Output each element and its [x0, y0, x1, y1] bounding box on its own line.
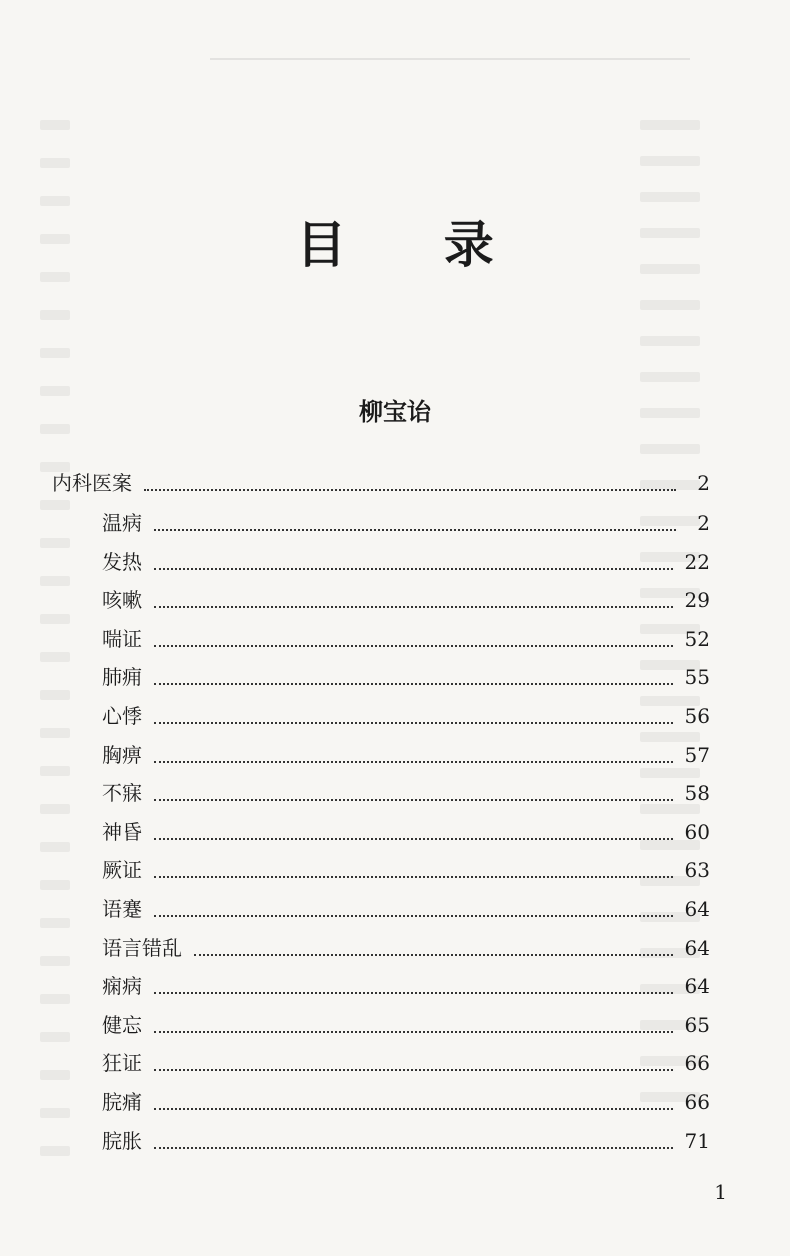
toc-entry-label: 厥证 [102, 858, 142, 882]
toc-entry-row[interactable] [102, 892, 710, 922]
toc-entry-row[interactable] [102, 506, 710, 536]
toc-entry-label: 发热 [102, 550, 142, 574]
bleed-through-mark [40, 652, 70, 662]
toc-entry-label: 神昏 [102, 820, 142, 844]
toc-entry-label: 肺痈 [102, 665, 142, 689]
toc-entry-label: 温病 [102, 511, 142, 535]
bleed-through-mark [40, 1146, 70, 1156]
dot-leader [154, 722, 673, 724]
toc-entry-page: 55 [684, 665, 710, 689]
toc-entry-page: 58 [684, 781, 710, 805]
toc-entry-label: 胸痹 [102, 743, 142, 767]
bleed-through-mark [40, 728, 70, 738]
dot-leader [154, 1147, 673, 1149]
toc-section-label: 内科医案 [52, 471, 132, 495]
toc-entry-page: 64 [684, 974, 710, 998]
bleed-through-mark [40, 310, 70, 320]
bleed-through-mark [40, 804, 70, 814]
bleed-through-mark [640, 156, 700, 166]
toc-entry-label: 脘胀 [102, 1129, 142, 1153]
dot-leader [154, 645, 673, 647]
bleed-through-mark [40, 614, 70, 624]
toc-entry-label: 痫病 [102, 974, 142, 998]
toc-entry-row[interactable] [102, 815, 710, 845]
toc-entry-page: 64 [684, 936, 710, 960]
toc-entry-label: 健忘 [102, 1013, 142, 1037]
bleed-through-mark [40, 120, 70, 130]
dot-leader [154, 876, 673, 878]
toc-entry-page: 56 [684, 704, 710, 728]
dot-leader [154, 761, 673, 763]
dot-leader [154, 606, 673, 608]
toc-entry-row[interactable] [102, 1124, 710, 1154]
toc-entry-page: 57 [684, 743, 710, 767]
toc-entry-page: 29 [684, 588, 710, 612]
toc-entry-row[interactable] [102, 1008, 710, 1038]
bleed-through-mark [40, 348, 70, 358]
dot-leader [154, 568, 673, 570]
toc-section-row[interactable] [52, 466, 710, 496]
toc-entry-page: 64 [684, 897, 710, 921]
toc-entry-label: 脘痛 [102, 1090, 142, 1114]
bleed-through-mark [40, 1108, 70, 1118]
toc-entry-page: 66 [684, 1090, 710, 1114]
toc-section-page: 2 [697, 471, 710, 495]
page-number: 1 [714, 1180, 727, 1204]
dot-leader [154, 838, 673, 840]
bleed-through-mark [40, 918, 70, 928]
bleed-through-mark [40, 500, 70, 510]
toc-entry-label: 心悸 [102, 704, 142, 728]
bleed-through-mark [640, 192, 700, 202]
toc-entry-label: 语蹇 [102, 897, 142, 921]
dot-leader [154, 799, 673, 801]
bleed-through-mark [40, 766, 70, 776]
dot-leader [154, 683, 673, 685]
toc-entry-row[interactable] [102, 969, 710, 999]
toc-entry-row[interactable] [102, 660, 710, 690]
toc-entry-page: 60 [684, 820, 710, 844]
toc-entry-row[interactable] [102, 545, 710, 575]
bleed-through-mark [40, 690, 70, 700]
dot-leader [154, 915, 673, 917]
toc-entry-page: 2 [697, 511, 710, 535]
bleed-through-mark [40, 1032, 70, 1042]
dot-leader [154, 1108, 673, 1110]
toc-entry-page: 66 [684, 1051, 710, 1075]
bleed-through-mark [40, 994, 70, 1004]
toc-entry-label: 语言错乱 [102, 936, 182, 960]
toc-entry-page: 63 [684, 858, 710, 882]
bleed-through-mark [40, 1070, 70, 1080]
toc-entry-page: 22 [684, 550, 710, 574]
bleed-through-mark [40, 538, 70, 548]
bleed-through-left-column [40, 120, 74, 1200]
dot-leader [154, 1069, 673, 1071]
bleed-through-mark [40, 576, 70, 586]
toc-entry-page: 65 [684, 1013, 710, 1037]
toc-entry-label: 咳嗽 [102, 588, 142, 612]
author-heading: 柳宝诒 [359, 398, 431, 426]
bleed-through-mark [640, 300, 700, 310]
toc-entry-row[interactable] [102, 699, 710, 729]
toc-entry-row[interactable] [102, 931, 710, 961]
bleed-through-mark [640, 336, 700, 346]
dot-leader [154, 529, 676, 531]
toc-entry-page: 71 [684, 1129, 710, 1153]
bleed-through-mark [640, 444, 700, 454]
toc-entry-row[interactable] [102, 622, 710, 652]
dot-leader [194, 954, 673, 956]
toc-title: 目 录 [296, 215, 534, 274]
bleed-through-mark [40, 880, 70, 890]
toc-entry-row[interactable] [102, 1046, 710, 1076]
dot-leader [144, 489, 676, 491]
dot-leader [154, 1031, 673, 1033]
toc-entry-row[interactable] [102, 776, 710, 806]
toc-entry-row[interactable] [102, 1085, 710, 1115]
toc-entry-row[interactable] [102, 853, 710, 883]
toc-entry-label: 狂证 [102, 1051, 142, 1075]
toc-entry-row[interactable] [102, 583, 710, 613]
toc-entry-page: 52 [684, 627, 710, 651]
dot-leader [154, 992, 673, 994]
bleed-through-mark [40, 956, 70, 966]
bleed-through-mark [40, 842, 70, 852]
bleed-through-mark [640, 372, 700, 382]
bleed-through-mark [640, 120, 700, 130]
toc-entry-label: 不寐 [102, 781, 142, 805]
bleed-through-mark [40, 158, 70, 168]
bleed-through-header [210, 58, 690, 60]
toc-entry-label: 喘证 [102, 627, 142, 651]
toc-entry-row[interactable] [102, 738, 710, 768]
